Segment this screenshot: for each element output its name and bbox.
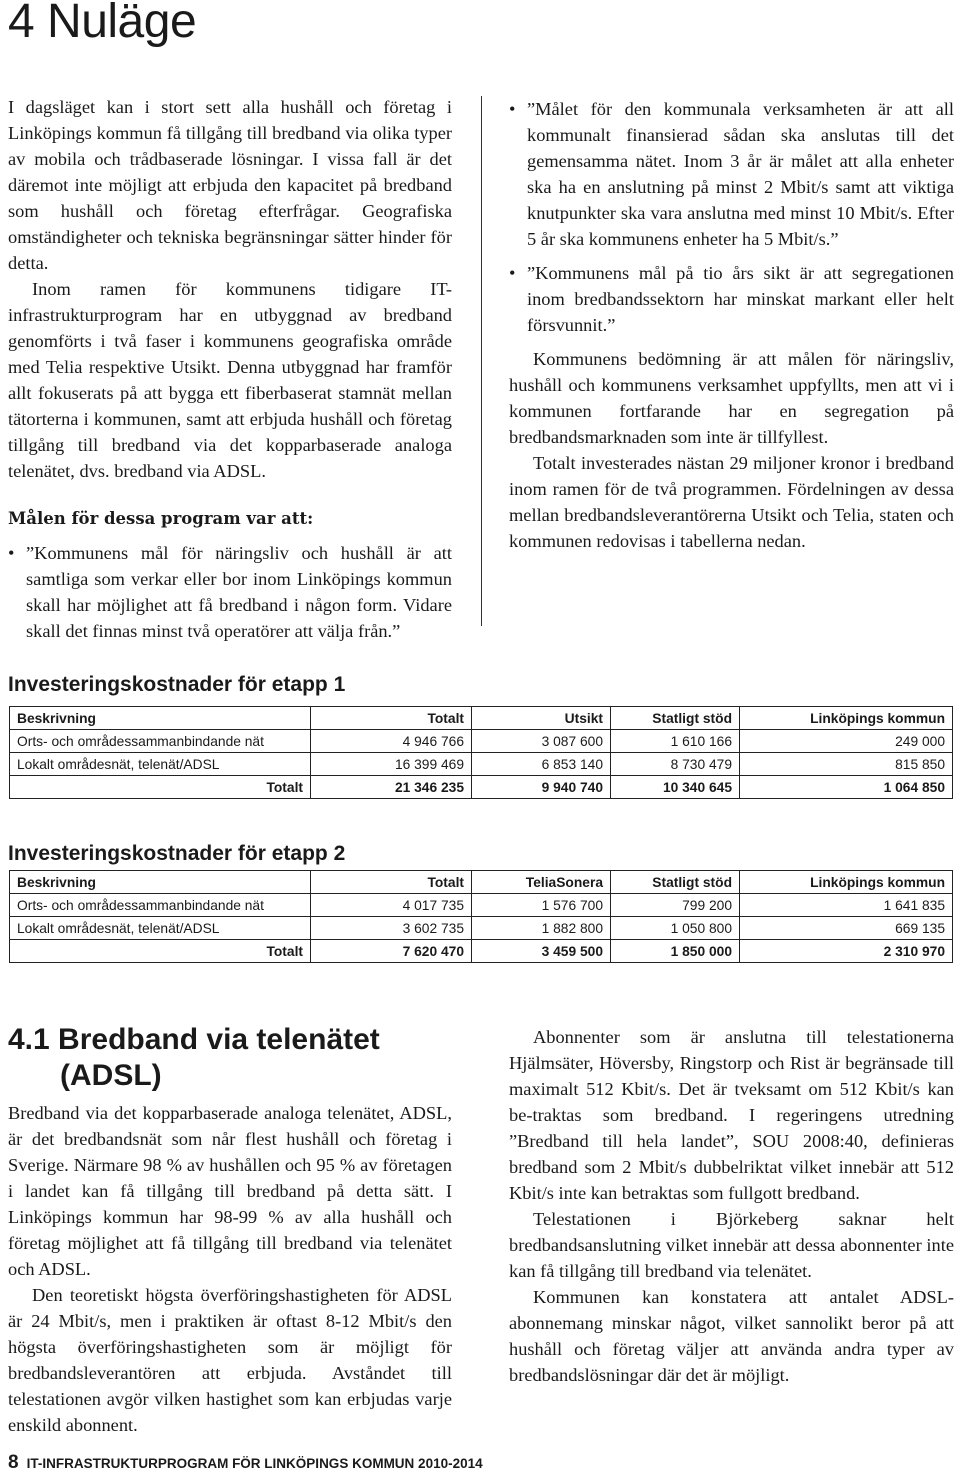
table-cell: 1 641 835 bbox=[740, 894, 953, 917]
table-cell: 10 340 645 bbox=[611, 776, 740, 799]
header-cell: Linköpings kommun bbox=[740, 707, 953, 730]
table2-title: Investeringskostnader för etapp 2 bbox=[8, 842, 346, 865]
table-cell: Lokalt områdesnät, telenät/ADSL bbox=[10, 917, 311, 940]
header-cell: Statligt stöd bbox=[611, 871, 740, 894]
table-cell: 16 399 469 bbox=[311, 753, 472, 776]
table-cell: Totalt bbox=[10, 776, 311, 799]
table-cell: 8 730 479 bbox=[611, 753, 740, 776]
table-cell: Lokalt områdesnät, telenät/ADSL bbox=[10, 753, 311, 776]
subscriptions-paragraph: Kommunen kan konstatera att antalet ADSL-abonnemang minskar något, vilket sannolikt beror på att hushåll och företag väljer att använda andra typer av bredbandslösningar där det är möjligt. bbox=[509, 1287, 954, 1385]
left-column bbox=[8, 94, 452, 644]
header-cell: Beskrivning bbox=[10, 707, 311, 730]
table-cell: 799 200 bbox=[611, 894, 740, 917]
table-cell: 1 882 800 bbox=[472, 917, 611, 940]
footer-text: IT-INFRASTRUKTURPROGRAM FÖR LINKÖPINGS KOMMUN 2010-2014 bbox=[26, 1456, 483, 1471]
table-cell: 3 087 600 bbox=[472, 730, 611, 753]
program-paragraph: Inom ramen för kommunens tidigare IT-infrastrukturprogram har en utbyggnad av bredband genomförts i två faser i kommunens geografiska område med Telia respektive Utsikt. Denna utbyggnad har framför allt fokuserats på att bygga ett fiberbaserat stamnät mellan tätorterna i kommunen, samt att erbjuda hushåll och företag tillgång till bredband via det kopparbaserade analoga telenätet, dvs. bredband via ADSL. bbox=[8, 279, 452, 481]
goals-list-right bbox=[509, 96, 954, 338]
header-cell: Totalt bbox=[311, 707, 472, 730]
table-cell: 1 610 166 bbox=[611, 730, 740, 753]
goals-heading: Målen för dessa program var att: bbox=[8, 509, 314, 528]
page-title: 4 Nuläge bbox=[8, 0, 197, 48]
table-cell: 669 135 bbox=[740, 917, 953, 940]
table1-title: Investeringskostnader för etapp 1 bbox=[8, 673, 346, 696]
table-header-row bbox=[10, 707, 953, 730]
station-paragraph: Telestationen i Björkeberg saknar helt bredbandsanslutning vilket innebär att dessa abonnenter inte kan få tillgång till bredband via telenätet. bbox=[509, 1209, 954, 1281]
adsl-paragraph: Bredband via det kopparbaserade analoga telenätet, ADSL, är det bredbandsnät som når flest hushåll och företag i Sverige. Närmare 98 % av hushållen och 95 % av företagen i landet kan få tillgång till bredband på detta sätt. I Linköpings kommun har 98-99 % av alla hushåll och företag möjlighet att få tillgång till bredband via telenätet och ADSL. bbox=[8, 1103, 452, 1279]
table-cell: 815 850 bbox=[740, 753, 953, 776]
cost-table-stage2 bbox=[9, 870, 953, 963]
table-cell: 2 310 970 bbox=[740, 940, 953, 963]
table-row bbox=[10, 894, 953, 917]
header-cell: Utsikt bbox=[472, 707, 611, 730]
table-row bbox=[10, 753, 953, 776]
page-number: 8 bbox=[8, 1452, 19, 1473]
table-cell: 4 017 735 bbox=[311, 894, 472, 917]
section-left-column bbox=[8, 1100, 452, 1438]
header-cell: Linköpings kommun bbox=[740, 871, 953, 894]
subscribers-paragraph: Abonnenter som är anslutna till telestationerna Hjälmsäter, Höversby, Ringstorp och Rist är begränsade till maximalt 512 Kbit/s. Det är tveksamt om 512 Kbit/s kan be-traktas som bredband. I regeringens utredning ”Bredband till hela landet”, SOU 2008:40, definieras bredband som 2 Mbit/s dubbelriktat vilket innebär att 512 Kbit/s inte kan betraktas som fullgott bredband. bbox=[509, 1027, 954, 1203]
table-cell: 1 064 850 bbox=[740, 776, 953, 799]
table-cell: 3 602 735 bbox=[311, 917, 472, 940]
table-row bbox=[10, 917, 953, 940]
intro-paragraph: I dagsläget kan i stort sett alla hushåll och företag i Linköpings kommun få tillgång till bredband via olika typer av mobila och trådbaserade lösningar. I vissa fall är det däremot inte möjligt att erbjuda den kapacitet på bredband som hushåll och företag efterfrågar. Geografiska omständigheter och tekniska begränsningar sätter hinder för detta. bbox=[8, 97, 452, 273]
table-cell: Orts- och områdessammanbindande nät bbox=[10, 730, 311, 753]
table-cell: Totalt bbox=[10, 940, 311, 963]
column-divider bbox=[481, 96, 482, 626]
goal-item: • ”Kommunens mål för näringsliv och hushåll är att samtliga som verkar eller bor inom Linköpings kommun skall har möjlighet att få bredband i någon form. Vidare skall det finnas minst två operatörer att välja från.” bbox=[8, 540, 452, 644]
header-cell: Statligt stöd bbox=[611, 707, 740, 730]
header-cell: TeliaSonera bbox=[472, 871, 611, 894]
section-heading-line2: (ADSL) bbox=[60, 1059, 162, 1092]
table-cell: 21 346 235 bbox=[311, 776, 472, 799]
table-cell: 1 576 700 bbox=[472, 894, 611, 917]
table-cell: 3 459 500 bbox=[472, 940, 611, 963]
investment-paragraph: Totalt investerades nästan 29 miljoner kronor i bredband inom ramen för de två programmen. Fördelningen av dessa mellan bredbandsleverantörerna Utsikt och Telia, staten och kommunen redovisas i tabellerna nedan. bbox=[509, 453, 954, 551]
table-row bbox=[10, 730, 953, 753]
header-cell: Beskrivning bbox=[10, 871, 311, 894]
table-total-row bbox=[10, 776, 953, 799]
table-cell: 7 620 470 bbox=[311, 940, 472, 963]
section-heading-line1: 4.1 Bredband via telenätet bbox=[8, 1023, 380, 1056]
table-cell: 4 946 766 bbox=[311, 730, 472, 753]
speed-paragraph: Den teoretiskt högsta överföringshastigheten för ADSL är 24 Mbit/s, men i praktiken är oftast 8-12 Mbit/s den högsta överföringshastigheten som är möjligt för bredbandsleverantören att erbjuda. Avståndet till telestationen avgör vilken hastighet som kan erbjudas varje enskild abonnent. bbox=[8, 1285, 452, 1435]
table-cell: 1 850 000 bbox=[611, 940, 740, 963]
cost-table-stage1 bbox=[9, 706, 953, 799]
section-right-column bbox=[509, 1024, 954, 1388]
assessment-paragraph: Kommunens bedömning är att målen för näringsliv, hushåll och kommunens verksamhet uppfyllts, men att vi i kommunen fortfarande har en segregation på bredbandsmarknaden som inte är tillfyllest. bbox=[509, 349, 954, 447]
table-cell: 6 853 140 bbox=[472, 753, 611, 776]
goal-item: • ”Målet för den kommunala verksamheten är att all kommunalt finansierad sådan ska anslutas till det gemensamma nätet. Inom 3 år är målet att alla enheter ska ha en anslutning på minst 2 Mbit/s samt att viktiga knutpunkter ska vara anslutna med minst 10 Mbit/s. Efter 5 år ska kommunens enheter ha 5 Mbit/s.” bbox=[509, 96, 954, 252]
table-cell: 249 000 bbox=[740, 730, 953, 753]
table-cell: 1 050 800 bbox=[611, 917, 740, 940]
goals-list-left bbox=[8, 540, 452, 644]
goal-item: • ”Kommunens mål på tio års sikt är att segregationen inom bredbandssektorn har minskat markant eller helt försvunnit.” bbox=[509, 260, 954, 338]
table-cell: Orts- och områdessammanbindande nät bbox=[10, 894, 311, 917]
header-cell: Totalt bbox=[311, 871, 472, 894]
section-heading bbox=[8, 1022, 448, 1094]
right-column bbox=[509, 96, 954, 554]
page-footer bbox=[8, 1452, 483, 1474]
table-total-row bbox=[10, 940, 953, 963]
table-cell: 9 940 740 bbox=[472, 776, 611, 799]
table-header-row bbox=[10, 871, 953, 894]
